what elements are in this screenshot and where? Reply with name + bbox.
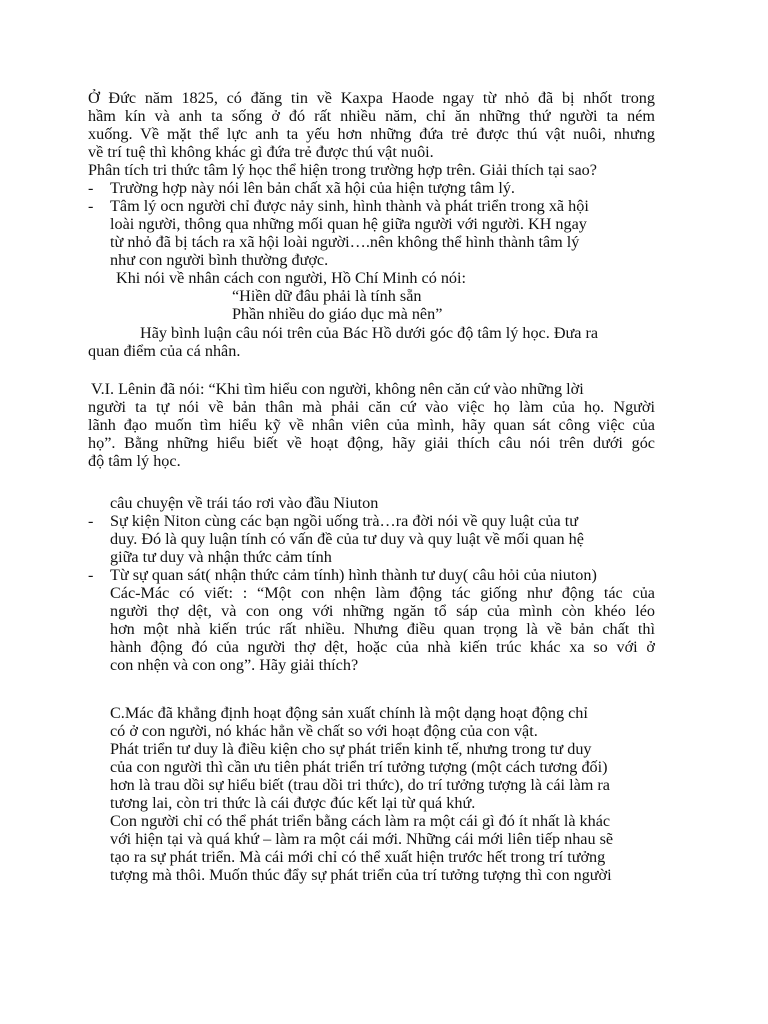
- question-text: Hãy bình luận câu nói trên của Bác Hồ dưới góc độ tâm lý học. Đưa ra: [140, 324, 599, 342]
- paragraph-line: xuống. Về mặt thể lực anh ta yếu hơn những đứa trẻ được thú vật nuôi, nhưng: [88, 125, 655, 143]
- paragraph-line: có ở con người, nó khác hẳn về chất so với hoạt động của con vật.: [110, 722, 538, 740]
- paragraph-line: hành động đó của người thợ dệt, hoặc của nhà kiến trúc khác xa so với ở: [110, 638, 655, 656]
- bullet-text: Từ sự quan sát( nhận thức cảm tính) hình thành tư duy( câu hỏi của niuton): [110, 566, 597, 584]
- bullet-dash: -: [88, 566, 94, 584]
- paragraph-line: Phát triển tư duy là điều kiện cho sự phát triển kinh tế, nhưng trong tư duy: [110, 740, 592, 758]
- section-heading: câu chuyện về trái táo rơi vào đầu Niuton: [110, 494, 379, 512]
- paragraph-line: người ta tự nói về bản thân mà phải căn cứ vào việc họ làm của họ. Người: [88, 398, 655, 416]
- paragraph-line: tạo ra sự phát triển. Mà cái mới chỉ có thể xuất hiện trước hết trong trí tưởng: [110, 848, 606, 866]
- quote-line: “Hiền dữ đâu phải là tính sẵn: [232, 287, 422, 305]
- bullet-dash: -: [88, 512, 94, 530]
- bullet-text: giữa tư duy và nhận thức cảm tính: [110, 548, 332, 566]
- bullet-text: Sự kiện Niton cùng các bạn ngồi uống trà…ra đời nói về quy luật của tư: [110, 512, 579, 530]
- quote-intro: Khi nói về nhân cách con người, Hồ Chí Minh có nói:: [116, 269, 467, 287]
- quote-line: Phần nhiều do giáo dục mà nên”: [232, 305, 443, 323]
- bullet-text: như con người bình thường được.: [110, 251, 329, 269]
- bullet-dash: -: [88, 179, 94, 197]
- question-text: Phân tích tri thức tâm lý học thể hiện trong trường hợp trên. Giải thích tại sao?: [88, 161, 597, 179]
- bullet-text: Trường hợp này nói lên bản chất xã hội của hiện tượng tâm lý.: [110, 179, 515, 197]
- bullet-text: Tâm lý ocn người chỉ được nảy sinh, hình thành và phát triển trong xã hội: [110, 197, 589, 215]
- paragraph-line: con nhện và con ong”. Hãy giải thích?: [110, 656, 359, 674]
- paragraph-line: độ tâm lý học.: [88, 452, 181, 470]
- paragraph-line: C.Mác đã khẳng định hoạt động sản xuất chính là một dạng hoạt động chỉ: [110, 704, 588, 722]
- bullet-text: loài người, thông qua những mối quan hệ giữa người với người. KH ngay: [110, 215, 587, 233]
- paragraph-line: Ở Đức năm 1825, có đăng tin về Kaxpa Haode ngay từ nhỏ đã bị nhốt trong: [88, 89, 655, 107]
- question-text: quan điểm của cá nhân.: [88, 342, 241, 360]
- paragraph-line: tượng mà thôi. Muốn thúc đẩy sự phát triển của trí tưởng tượng thì con người: [110, 866, 612, 884]
- bullet-dash: -: [88, 197, 94, 215]
- paragraph-line: của con người thì cần ưu tiên phát triển trí tưởng tượng (một cách tương đối): [110, 758, 608, 776]
- paragraph-line: hơn là trau dồi sự hiểu biết (trau dồi tri thức), do trí tưởng tượng là cái làm ra: [110, 776, 610, 794]
- paragraph-line: với hiện tại và quá khứ – làm ra một cái mới. Những cái mới liên tiếp nhau sẽ: [110, 830, 614, 848]
- paragraph-line: tương lai, còn tri thức là cái được đúc kết lại từ quá khứ.: [110, 794, 476, 812]
- paragraph-line: hầm kín và anh ta sống ở đó rất nhiều năm, chỉ ăn những thứ người ta ném: [88, 107, 655, 125]
- paragraph-line: Các-Mác có viết: : “Một con nhện làm động tác giống như động tác của: [110, 584, 655, 602]
- paragraph-line: V.I. Lênin đã nói: “Khi tìm hiểu con người, không nên căn cứ vào những lời: [91, 380, 584, 398]
- paragraph-line: người thợ dệt, và con ong với những ngăn tổ sáp của mình còn khéo léo: [110, 602, 655, 620]
- paragraph-line: Con người chỉ có thể phát triển bằng cách làm ra một cái gì đó ít nhất là khác: [110, 812, 611, 830]
- paragraph-line: hơn một nhà kiến trúc rất nhiều. Nhưng điều quan trọng là về bản chất thì: [110, 620, 655, 638]
- bullet-text: từ nhỏ đã bị tách ra xã hội loài người….nên không thể hình thành tâm lý: [110, 233, 580, 251]
- paragraph-line: lãnh đạo muốn tìm hiểu kỹ về nhân viên của mình, hãy quan sát công việc của: [88, 416, 655, 434]
- paragraph-line: họ”. Bằng những hiểu biết về hoạt động, hãy giải thích câu nói trên dưới góc: [88, 434, 655, 452]
- bullet-text: duy. Đó là quy luận tính có vấn đề của tư duy và quy luật về mối quan hệ: [110, 530, 584, 548]
- paragraph-line: về trí tuệ thì không khác gì đứa trẻ được thú vật nuôi.: [88, 143, 434, 161]
